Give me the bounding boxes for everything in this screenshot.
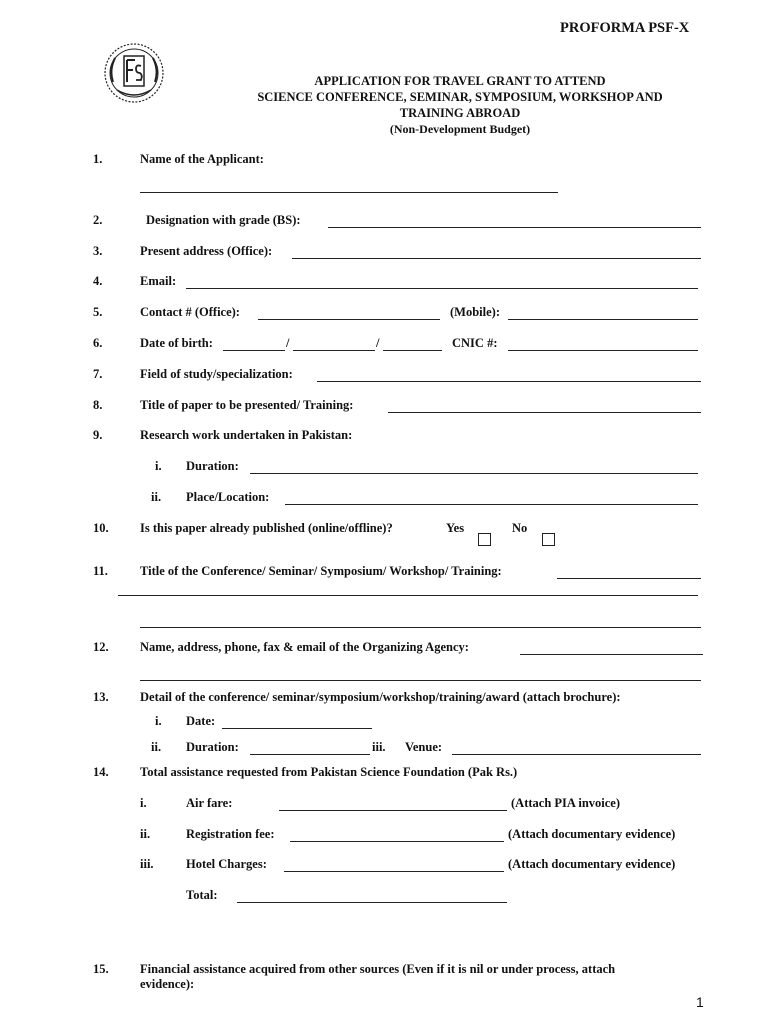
total-label: Total: <box>186 888 218 902</box>
email-label: Email: <box>140 274 177 288</box>
air-fare-label: Air fare: <box>186 796 233 810</box>
roman-numeral: i. <box>155 714 162 728</box>
research-work-label: Research work undertaken in Pakistan: <box>140 428 353 442</box>
dob-label: Date of birth: <box>140 336 213 350</box>
organizing-agency-field-line2[interactable] <box>140 680 701 681</box>
dob-month-field[interactable] <box>293 350 375 351</box>
item-number: 4. <box>93 274 103 288</box>
field-of-study-label: Field of study/specialization: <box>140 367 293 381</box>
item-number: 3. <box>93 244 103 258</box>
air-fare-field[interactable] <box>279 810 507 811</box>
item-number: 13. <box>93 690 109 704</box>
roman-numeral: i. <box>155 459 162 473</box>
item-number: 5. <box>93 305 103 319</box>
cnic-label: CNIC #: <box>452 336 498 350</box>
field-of-study-field[interactable] <box>317 381 701 382</box>
item-number: 2. <box>93 213 103 227</box>
dob-separator: / <box>286 336 290 350</box>
roman-numeral: i. <box>140 796 147 810</box>
conference-title-label: Title of the Conference/ Seminar/ Symposium/ Workshop/ Training: <box>140 564 502 578</box>
hotel-charges-label: Hotel Charges: <box>186 857 267 871</box>
applicant-name-label: Name of the Applicant: <box>140 152 264 166</box>
total-assistance-label: Total assistance requested from Pakistan Science Foundation (Pak Rs.) <box>140 765 518 779</box>
hotel-charges-note: (Attach documentary evidence) <box>508 857 676 871</box>
present-address-label: Present address (Office): <box>140 244 273 258</box>
roman-numeral: iii. <box>372 740 386 754</box>
form-title-line4: (Non-Development Budget) <box>389 122 531 136</box>
roman-numeral: iii. <box>140 857 154 871</box>
item-number: 6. <box>93 336 103 350</box>
research-place-label: Place/Location: <box>186 490 270 504</box>
registration-fee-label: Registration fee: <box>186 827 275 841</box>
designation-field[interactable] <box>328 227 701 228</box>
roman-numeral: ii. <box>151 740 162 754</box>
contact-mobile-field[interactable] <box>508 319 698 320</box>
conference-duration-field[interactable] <box>250 754 370 755</box>
form-title-line2: SCIENCE CONFERENCE, SEMINAR, SYMPOSIUM, WORKSHOP AND <box>257 90 663 104</box>
item-number: 15. <box>93 962 109 976</box>
conference-title-field[interactable] <box>557 578 701 579</box>
item-number: 7. <box>93 367 103 381</box>
conference-date-label: Date: <box>186 714 216 728</box>
conference-duration-label: Duration: <box>186 740 239 754</box>
item-number: 12. <box>93 640 109 654</box>
contact-office-label: Contact # (Office): <box>140 305 240 319</box>
applicant-name-field[interactable] <box>140 192 558 193</box>
research-duration-label: Duration: <box>186 459 239 473</box>
paper-title-label: Title of paper to be presented/ Training: <box>140 398 354 412</box>
other-sources-label: Financial assistance acquired from other sources (Even if it is nil or under process, attach <box>140 962 616 976</box>
dob-separator: / <box>376 336 380 350</box>
yes-checkbox[interactable] <box>478 533 491 546</box>
other-sources-label-cont: evidence): <box>140 977 195 991</box>
item-number: 1. <box>93 152 103 166</box>
hotel-charges-field[interactable] <box>284 871 504 872</box>
roman-numeral: ii. <box>151 490 162 504</box>
conference-title-field-line3[interactable] <box>140 627 701 628</box>
yes-label: Yes <box>446 521 465 535</box>
item-number: 10. <box>93 521 109 535</box>
research-place-field[interactable] <box>285 504 698 505</box>
dob-day-field[interactable] <box>223 350 285 351</box>
no-label: No <box>512 521 528 535</box>
published-question-label: Is this paper already published (online/offline)? <box>140 521 393 535</box>
present-address-field[interactable] <box>292 258 701 259</box>
organizing-agency-label: Name, address, phone, fax & email of the Organizing Agency: <box>140 640 469 654</box>
conference-date-field[interactable] <box>222 728 372 729</box>
cnic-field[interactable] <box>508 350 698 351</box>
organizing-agency-field[interactable] <box>520 654 703 655</box>
page-number: 1 <box>696 994 704 1010</box>
registration-fee-note: (Attach documentary evidence) <box>508 827 676 841</box>
registration-fee-field[interactable] <box>290 841 504 842</box>
no-checkbox[interactable] <box>542 533 555 546</box>
roman-numeral: ii. <box>140 827 151 841</box>
designation-label: Designation with grade (BS): <box>146 213 301 227</box>
proforma-code: PROFORMA PSF-X <box>560 20 690 36</box>
research-duration-field[interactable] <box>250 473 698 474</box>
paper-title-field[interactable] <box>388 412 701 413</box>
email-field[interactable] <box>186 288 698 289</box>
dob-year-field[interactable] <box>383 350 442 351</box>
item-number: 14. <box>93 765 109 779</box>
item-number: 9. <box>93 428 103 442</box>
conference-venue-field[interactable] <box>452 754 701 755</box>
contact-office-field[interactable] <box>258 319 440 320</box>
item-number: 8. <box>93 398 103 412</box>
form-title-line1: APPLICATION FOR TRAVEL GRANT TO ATTEND <box>314 74 606 88</box>
conference-detail-label: Detail of the conference/ seminar/symposium/workshop/training/award (attach brochure): <box>140 690 621 704</box>
conference-venue-label: Venue: <box>405 740 443 754</box>
conference-title-field-line2[interactable] <box>118 595 698 596</box>
form-title-line3: TRAINING ABROAD <box>399 106 521 120</box>
contact-mobile-label: (Mobile): <box>450 305 500 319</box>
total-field[interactable] <box>237 902 507 903</box>
air-fare-note: (Attach PIA invoice) <box>511 796 621 810</box>
item-number: 11. <box>93 564 108 578</box>
